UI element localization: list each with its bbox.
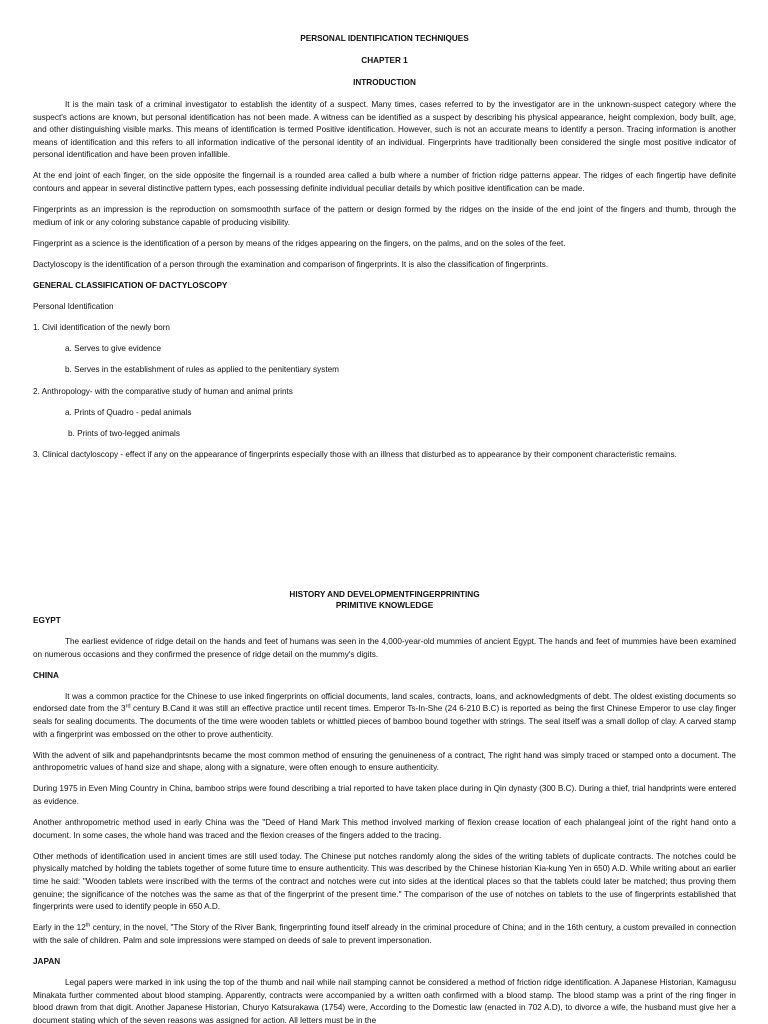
egypt-paragraph-1: The earliest evidence of ridge detail on the hands and feet of humans was seen in the 4,000-year-old mummies of ancient Egypt. The hands and feet of mummies have been examined on numerous occasions and they confirmed the presence of ridge detail on the mummy's digits. bbox=[33, 637, 736, 659]
list-item-2a: a. Prints of Quadro - pedal animals bbox=[65, 407, 192, 417]
japan-heading: JAPAN bbox=[33, 956, 61, 966]
intro-paragraph-5: Dactyloscopy is the identification of a person through the examination and comparison of fingerprints. It is also the classification of fingerprints. bbox=[33, 259, 549, 269]
china-paragraph-2: With the advent of silk and papehandprintsnts became the most common method of ensuring the genuineness of a contract, The right hand was simply traced or stamped onto a document. The anthropometric values of hand size and shape, along with a signature, were often enough to ensure authenticity. bbox=[33, 750, 736, 773]
chapter-heading: CHAPTER 1 bbox=[361, 56, 408, 65]
section-history bbox=[33, 589, 736, 1024]
document-title: PERSONAL IDENTIFICATION TECHNIQUES bbox=[300, 34, 469, 43]
list-item-3: 3. Clinical dactyloscopy - effect if any on the appearance of fingerprints especially those with an illness that disturbed as to appearance by their component characteristic remains. bbox=[33, 449, 677, 459]
list-item-2: 2. Anthropology- with the comparative study of human and animal prints bbox=[33, 386, 293, 396]
china-paragraph-1 bbox=[33, 691, 736, 741]
china-heading: CHINA bbox=[33, 670, 59, 680]
list-item-1a: a. Serves to give evidence bbox=[65, 344, 162, 354]
list-item-1b: b. Serves in the establishment of rules as applied to the penitentiary system bbox=[65, 365, 339, 375]
china-paragraph-6 bbox=[33, 922, 736, 947]
japan-paragraph-1: Legal papers were marked in ink using the top of the thumb and nail while nail stamping cannot be considered a method of friction ridge identification. A Japanese Historian, Kamagusu Minakata further commented about blood stamping. Apparently, contracts were accompanied by a written oath confirmed with a blood stamp. The blood stamp was a print of the ring finger in blood drawn from that digit. Another Japanese Historian, Churyo Katsurakawa (1754) were, According to the Domestic law (enacted in 702 A.D), to divorce a wife, the husband must give her a document stating which of the seven reasons was assigned for action. All letters must be in the bbox=[33, 978, 736, 1024]
china-paragraph-6-text-a: Early in the 12 bbox=[33, 923, 86, 933]
primitive-knowledge-heading: PRIMITIVE KNOWLEDGE bbox=[335, 601, 434, 610]
china-paragraph-4: Another anthropometric method used in early China was the "Deed of Hand Mark This method involved marking of flexion crease location of each phalangeal joint of the right hand onto a document. In some cases, the whole hand was traced and the flexion creases of the fingers added to the tracing. bbox=[33, 818, 736, 840]
china-paragraph-6-superscript: th bbox=[85, 922, 91, 929]
personal-identification-label: Personal Identification bbox=[33, 302, 114, 312]
classification-heading: GENERAL CLASSIFICATION OF DACTYLOSCOPY bbox=[33, 281, 228, 291]
list-item-1: 1. Civil identification of the newly born bbox=[33, 323, 170, 333]
list-item-2b: b. Prints of two-legged animals bbox=[68, 428, 180, 438]
egypt-heading: EGYPT bbox=[33, 616, 61, 625]
introduction-heading: INTRODUCTION bbox=[353, 78, 416, 87]
china-paragraph-3: During 1975 in Even Ming Country in China, bamboo strips were found describing a trial reported to have taken place during in Qin dynasty (300 B.C). During a thief, trial handprints were entered as evidence. bbox=[33, 784, 736, 807]
intro-paragraph-3: Fingerprints as an impression is the reproduction on somsmoothth surface of the pattern or design formed by the ridges on the inside of the end joint of the fingers and thumb, through the medium of ink or any coloring substance capable of producing visibility. bbox=[33, 205, 736, 227]
intro-paragraph-1: It is the main task of a criminal investigator to establish the identity of a suspect. Many times, cases referred to by the investigator are in the unknown-suspect category where the suspect's actions are known, but personal identification has not been made. A witness can be identified as a suspect by describing his physical appearance, height complexion, body built, age, and other distinguishing visible marks. This means of identification is termed Positive identification. However, such is not an accurate means to identify a person. Tracing information is another means of identification and this refers to all information indicative of the personal identity of an individual. Fingerprints have traditionally been considered the single most positive indicator of personal identification and have been proven infallible. bbox=[33, 100, 736, 160]
china-paragraph-1-text-a: It was a common practice for the Chinese to use inked fingerprints on official documents, land scales, contracts, loans, and acknowledgments of debt. The oldest existing documents so endorsed date from the 3 bbox=[33, 691, 736, 714]
china-paragraph-1-superscript: rd bbox=[125, 703, 131, 710]
china-paragraph-1-text-b: century B.Cand it was still an effective practice until recent times. Emperor Ts-In-She (24 6-210 B.C) is reported as being the first Chinese Emperor to use clay finger seals for sealing documents. The documents of the time were wooden tablets or whittled pieces of bamboo bound together with strings. The seal itself was a small dollop of clay. A carved stamp with a fingerprint was embossed on the other to prove authenticity. bbox=[33, 704, 736, 739]
intro-paragraph-4: Fingerprint as a science is the identification of a person by means of the ridges appearing on the fingers, on the palms, and on the soles of the feet. bbox=[33, 238, 566, 248]
china-paragraph-5: Other methods of identification used in ancient times are still used today. The Chinese put notches randomly along the sides of the writing tablets of duplicate contracts. The notches could be physically matched by holding the tablets together of some future time to ensure authenticity. This was described by the Chinese historian Kia-kung Yen in 650) A.D. While writing about an earlier time he said: "Wooden tablets were inscribed with the terms of the contract and notches were cut into sides at the identical places so that the tablets could later be matched; thus proving them genuine; the significance of the notches was the same as that of the fingerprint of the present time." The comparison of the use of notches on tablets to the use of fingerprints established that fingerprints were used to identify people in 650 A.D. bbox=[33, 851, 736, 912]
history-heading: HISTORY AND DEVELOPMENTFINGERPRINTING bbox=[289, 590, 480, 599]
section-introduction bbox=[33, 33, 736, 470]
china-paragraph-6-text-b: century, in the novel, "The Story of the River Bank, fingerprinting found itself already in the criminal procedure of China; and in the 16th century, a custom prevailed in connection with the sale of children. Palm and sole impressions were stamped on deeds of sale to prevent impersonation. bbox=[33, 923, 736, 945]
intro-paragraph-2: At the end joint of each finger, on the side opposite the fingernail is a rounded area called a bulb where a number of friction ridge patterns appear. The ridges of each fingertip have definite contours and appear in several distinctive pattern types, each possessing definite individual peculiar details by which positive identification can be made. bbox=[33, 171, 736, 194]
